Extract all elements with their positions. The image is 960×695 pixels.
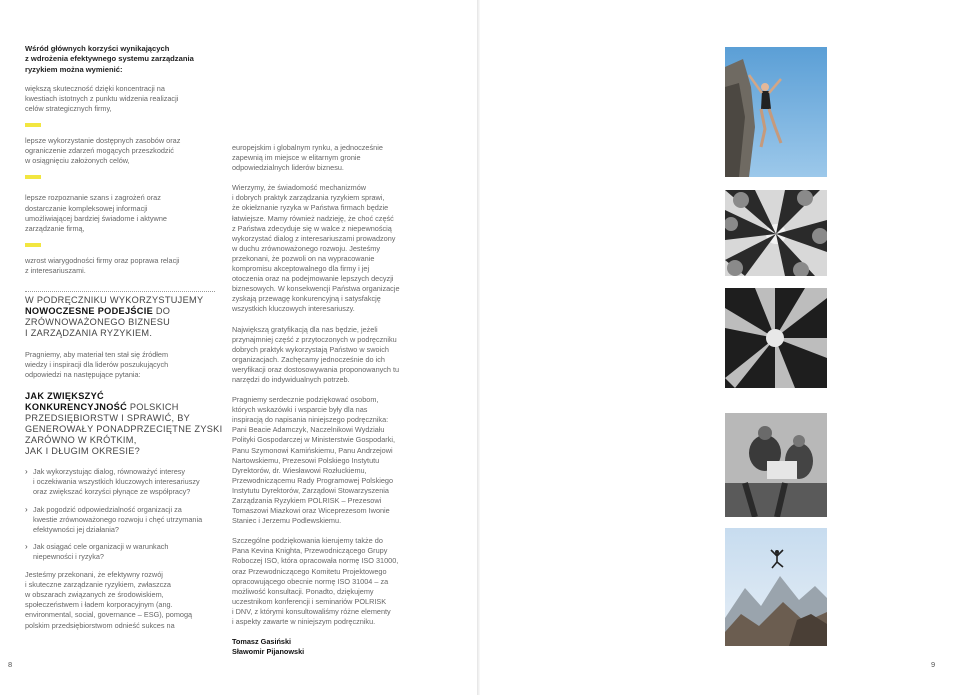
paragraph-3: Pragniemy serdecznie podziękować osobom, których wskazówki i wsparcie były dla nas inspiracją do napisania niniejszego podręcznika: Pani Beacie Adamczyk, Naczelnikowi Wydziału Polityki Gospodarczej w Ministerstwie Gospodarki, Panu Szymonowi Kamińskiemu, Panu Andrzejowi Nartowskiemu, Prezesowi Polskiego Instytutu Dyrektorów, dr. Wiesławowi Rozłuckiemu, Przewodniczącemu Rady Programowej Polskiego Instytutu Dyrektorów, Zarządowi Stowarzyszenia Zarządzania Ryzykiem POLRISK – Prezesowi Tomaszowi Miazkowi oraz Wiceprezesom Iwonie Staniec i Jerzemu Podlewskiemu. — [232, 395, 396, 526]
team-huddle-photo — [725, 190, 827, 276]
chevron-right-icon: › — [25, 467, 28, 477]
dotted-separator — [25, 291, 215, 292]
benefit-3: lepsze rozpoznanie szans i zagrożeń oraz dostarczanie kompleksowej informacji umożliwiającej bardziej świadome i aktywne zarządzanie firmą, — [25, 193, 167, 233]
paragraph-1: Wierzymy, że świadomość mechanizmów i dobrych praktyk zarządzania ryzykiem sprawi, że okiełznanie ryzyka w Państwa firmach będzie łatwiejsze. Mamy również nadzieję, że choć część z Państwa zdecyduje się w walce z niepewnością wykorzystać dialog z interesariuszami prowadzony w duchu zrównoważonego rozwoju. Jesteśmy przekonani, że pozwoli on na wypracowanie kompromisu akceptowalnego dla firmy i jej otoczenia oraz na podejmowanie lepszych decyzji biznesowych. W konsekwencji Państwa organizacje zyskają przewagę konkurencyjną i satysfakcję wszystkich kluczowych interesariuszy. — [232, 183, 400, 314]
chevron-right-icon: › — [25, 541, 28, 551]
page-number-left: 8 — [8, 660, 13, 669]
left-column — [25, 44, 225, 631]
signatures: Tomasz Gasiński Sławomir Pijanowski — [232, 637, 305, 657]
question-bullet-3: › Jak osiągać cele organizacji w warunkach niepewności i ryzyka? — [25, 541, 169, 561]
approach-heading: W PODRĘCZNIKU WYKORZYSTUJEMY NOWOCZESNE PODEJŚCIE DO ZRÓWNOWAŻONEGO BIZNESU I ZARZĄDZANIA RYZYKIEM. — [25, 295, 204, 339]
hands-together-photo — [725, 288, 827, 388]
paragraph-2: Największą gratyfikacją dla nas będzie, jeżeli przynajmniej część z przytoczonych w podręczniku dobrych praktyk wykorzystają Państwo w swoich organizacjach. Zachęcamy jednocześnie do ich weryfikacji oraz dostosowywania proponowanych tu narzędzi do indywidualnych potrzeb. — [232, 324, 400, 384]
yellow-bar — [25, 123, 41, 127]
paragraph-4: Szczególne podziękowania kierujemy także do Pana Kevina Knighta, Przewodniczącego Grupy Roboczej ISO, która opracowała normę ISO 31000, oraz Przewodniczącego Komitetu Projektowego opracowującego obecnie normę ISO 31004 – za możliwość konsultacji. Ponadto, dziękujemy uczestnikom konferencji i seminariów POLRISK i DNV, z którymi konsultowaliśmy różne elementy i aspekty zawarte w niniejszym podręczniku. — [232, 536, 399, 627]
right-page — [232, 0, 960, 695]
benefit-2: lepsze wykorzystanie dostępnych zasobów oraz ograniczenie zdarzeń mogących przeszkodzić w osiągnięciu założonych celów, — [25, 136, 181, 166]
continuation-text: europejskim i globalnym rynku, a jednocześnie zapewnią im miejsce w elitarnym gronie odpowiedzialnych liderów biznesu. — [232, 143, 383, 173]
intro-title: Wśród głównych korzyści wynikających z wdrożenia efektywnego systemu zarządzania ryzykiem można wymienić: — [25, 44, 194, 74]
benefit-4: wzrost wiarygodności firmy oraz poprawa relacji z interesariuszami. — [25, 255, 180, 275]
benefit-1: większą skuteczność dzięki koncentracji na kwestiach istotnych z punktu widzenia realizacji celów strategicznych firmy, — [25, 83, 179, 114]
closing-text: Jesteśmy przekonani, że efektywny rozwój i skuteczne zarządzanie ryzykiem, zwłaszcza w obszarach związanych ze środowiskiem, społeczeństwem i ładem korporacyjnym (ang. environmental, social, governance – ESG), pomogą polskim przedsiębiorstwom odnieść sukces na — [25, 570, 193, 630]
yellow-bar — [25, 175, 41, 179]
question-heading: JAK ZWIĘKSZYĆ KONKURENCYJNOŚĆ POLSKICH PRZEDSIĘBIORSTW I SPRAWIĆ, BY GENEROWAŁY PONADPRZECIĘTNE ZYSKI ZARÓWNO W KRÓTKIM, JAK I DŁUGIM OKRESIE? — [25, 391, 223, 457]
right-column — [232, 143, 432, 657]
purpose-text: Pragniemy, aby materiał ten stał się źródłem wiedzy i inspiracji dla liderów poszukujących odpowiedzi na następujące pytania: — [25, 350, 169, 380]
hikers-photo — [725, 413, 827, 517]
climber-photo — [725, 47, 827, 177]
question-bullet-2: › Jak pogodzić odpowiedzialność organizacji za kwestie zrównoważonego rozwoju i chęć utrzymania efektywności jej działania? — [25, 504, 203, 534]
page-number-right: 9 — [931, 660, 936, 669]
mountain-jump-photo — [725, 528, 827, 646]
question-bullet-1: › Jak wykorzystując dialog, równoważyć interesy i oczekiwania wszystkich kluczowych interesariuszy oraz zwiększać korzyści płynące ze współpracy? — [25, 467, 200, 497]
yellow-bar — [25, 243, 41, 247]
chevron-right-icon: › — [25, 504, 28, 514]
